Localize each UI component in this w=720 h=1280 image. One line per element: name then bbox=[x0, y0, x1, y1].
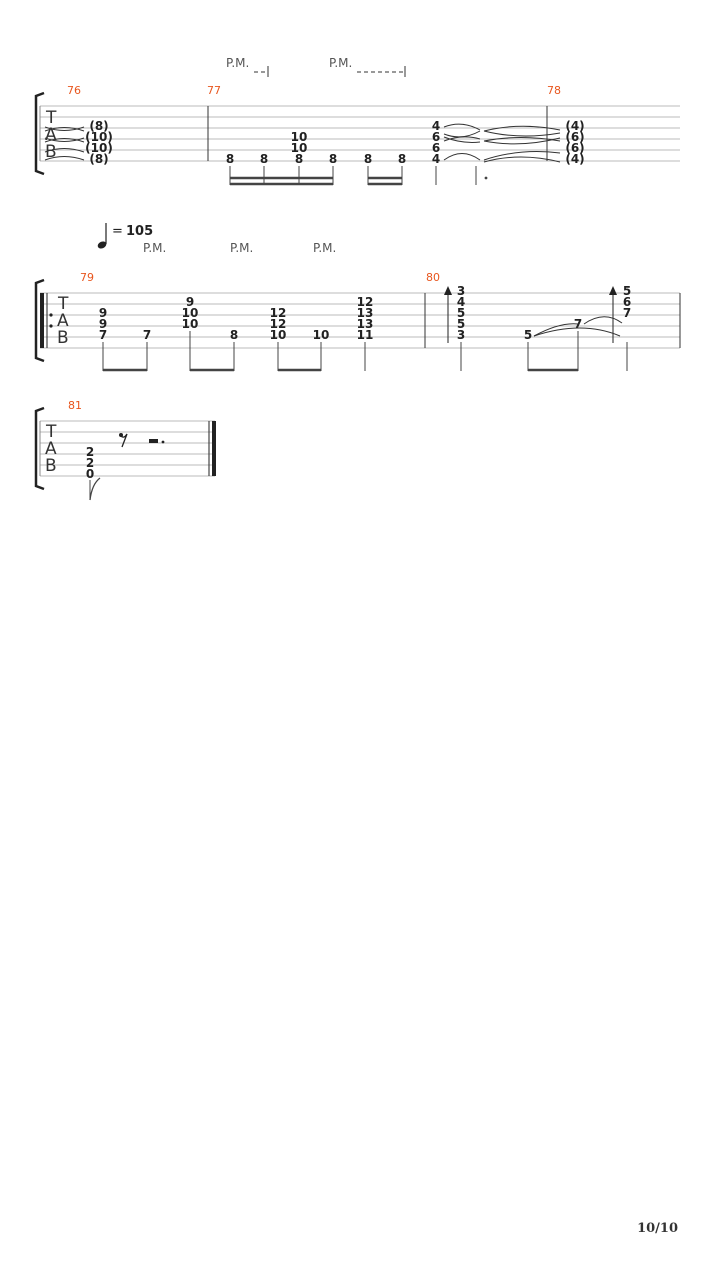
palm-mute-label: P.M. bbox=[329, 56, 353, 70]
fret-number: 0 bbox=[85, 467, 95, 481]
fret-number: 9 bbox=[98, 317, 108, 331]
fret-number: 4 bbox=[431, 152, 441, 166]
palm-mute-label: P.M. bbox=[313, 241, 337, 255]
rhythm-beams bbox=[230, 166, 487, 185]
palm-mute-label: P.M. bbox=[143, 241, 167, 255]
chord bbox=[565, 119, 584, 166]
tab-clef bbox=[45, 422, 57, 476]
fret-number: 5 bbox=[622, 284, 632, 298]
page-number: 10/10 bbox=[637, 1221, 678, 1236]
svg-text:B: B bbox=[45, 456, 57, 476]
final-barline bbox=[209, 421, 216, 476]
fret-number: 5 bbox=[456, 317, 466, 331]
fret-number: 6 bbox=[431, 130, 441, 144]
fret-number: (10) bbox=[85, 130, 113, 144]
fret-number: 3 bbox=[456, 284, 466, 298]
measure-number: 80 bbox=[426, 271, 440, 284]
fret-number: 5 bbox=[523, 328, 533, 342]
chord bbox=[457, 284, 465, 342]
svg-text:T: T bbox=[46, 422, 57, 442]
repeat-start bbox=[40, 293, 53, 348]
fret-number: 7 bbox=[98, 328, 108, 342]
fret-number: 6 bbox=[431, 141, 441, 155]
measure-number: 78 bbox=[547, 84, 561, 97]
chord bbox=[623, 284, 631, 320]
fret-number: 8 bbox=[229, 328, 239, 342]
dotted-half-rest-icon bbox=[149, 439, 164, 443]
eighth-rest-icon bbox=[119, 433, 127, 447]
chord bbox=[85, 119, 113, 166]
measure-number: 79 bbox=[80, 271, 94, 284]
fret-number: 2 bbox=[85, 456, 95, 470]
measure-number: 77 bbox=[207, 84, 221, 97]
fret-number: (4) bbox=[565, 119, 585, 133]
chord bbox=[270, 306, 287, 342]
svg-text:B: B bbox=[45, 142, 57, 162]
svg-text:A: A bbox=[57, 311, 69, 331]
fret-number: 10 bbox=[181, 317, 199, 331]
fret-number: (8) bbox=[89, 119, 109, 133]
chord bbox=[99, 306, 107, 342]
fret-number: 4 bbox=[456, 295, 466, 309]
tab-staff bbox=[40, 421, 215, 476]
fret-number: 10 bbox=[290, 141, 308, 155]
fret-number: (6) bbox=[565, 130, 585, 144]
system-1 bbox=[36, 56, 680, 185]
fret-number: 3 bbox=[456, 328, 466, 342]
fret-number: (8) bbox=[89, 152, 109, 166]
fret-number: 10 bbox=[181, 306, 199, 320]
fret-number: 8 bbox=[397, 152, 407, 166]
fret-number: 11 bbox=[356, 328, 374, 342]
fret-number: 10 bbox=[312, 328, 330, 342]
fret-number: 7 bbox=[622, 306, 632, 320]
fret-number: 8 bbox=[328, 152, 338, 166]
svg-text:T: T bbox=[46, 108, 57, 128]
svg-text:B: B bbox=[57, 328, 69, 348]
tempo-value: 105 bbox=[126, 224, 154, 239]
palm-mute-label: P.M. bbox=[230, 241, 254, 255]
fret-number: 8 bbox=[294, 152, 304, 166]
chord bbox=[432, 119, 440, 166]
fret-number: (4) bbox=[565, 152, 585, 166]
fret-number: 10 bbox=[290, 130, 308, 144]
tab-clef bbox=[45, 108, 57, 162]
fret-number: 6 bbox=[622, 295, 632, 309]
chord bbox=[182, 295, 199, 331]
fret-number: 13 bbox=[356, 317, 374, 331]
fret-number: (6) bbox=[565, 141, 585, 155]
fret-number: 12 bbox=[269, 317, 287, 331]
fret-number: 12 bbox=[269, 306, 287, 320]
tab-clef bbox=[57, 294, 69, 348]
system-3 bbox=[36, 399, 216, 500]
fret-number: 8 bbox=[363, 152, 373, 166]
svg-text:T: T bbox=[58, 294, 69, 314]
fret-number: (10) bbox=[85, 141, 113, 155]
palm-mute-label: P.M. bbox=[226, 56, 250, 70]
system-2 bbox=[36, 271, 680, 371]
fret-number: 8 bbox=[259, 152, 269, 166]
fret-number: 12 bbox=[356, 295, 374, 309]
measure-number: 81 bbox=[68, 399, 82, 412]
tie-marks bbox=[444, 124, 560, 162]
fret-number: 2 bbox=[85, 445, 95, 459]
chord bbox=[357, 295, 374, 342]
chord bbox=[86, 445, 94, 481]
fret-number: 13 bbox=[356, 306, 374, 320]
fret-number: 10 bbox=[269, 328, 287, 342]
fret-number: 5 bbox=[456, 306, 466, 320]
svg-text:A: A bbox=[45, 439, 57, 459]
fret-number: 9 bbox=[98, 306, 108, 320]
svg-text:A: A bbox=[45, 125, 57, 145]
fret-number: 4 bbox=[431, 119, 441, 133]
fret-number: 8 bbox=[225, 152, 235, 166]
fret-number: 7 bbox=[142, 328, 152, 342]
tempo-equals: = bbox=[112, 224, 123, 239]
fret-number: 9 bbox=[185, 295, 195, 309]
fret-number: 7 bbox=[573, 317, 583, 331]
eighth-flag bbox=[90, 478, 100, 500]
measure-number: 76 bbox=[67, 84, 81, 97]
